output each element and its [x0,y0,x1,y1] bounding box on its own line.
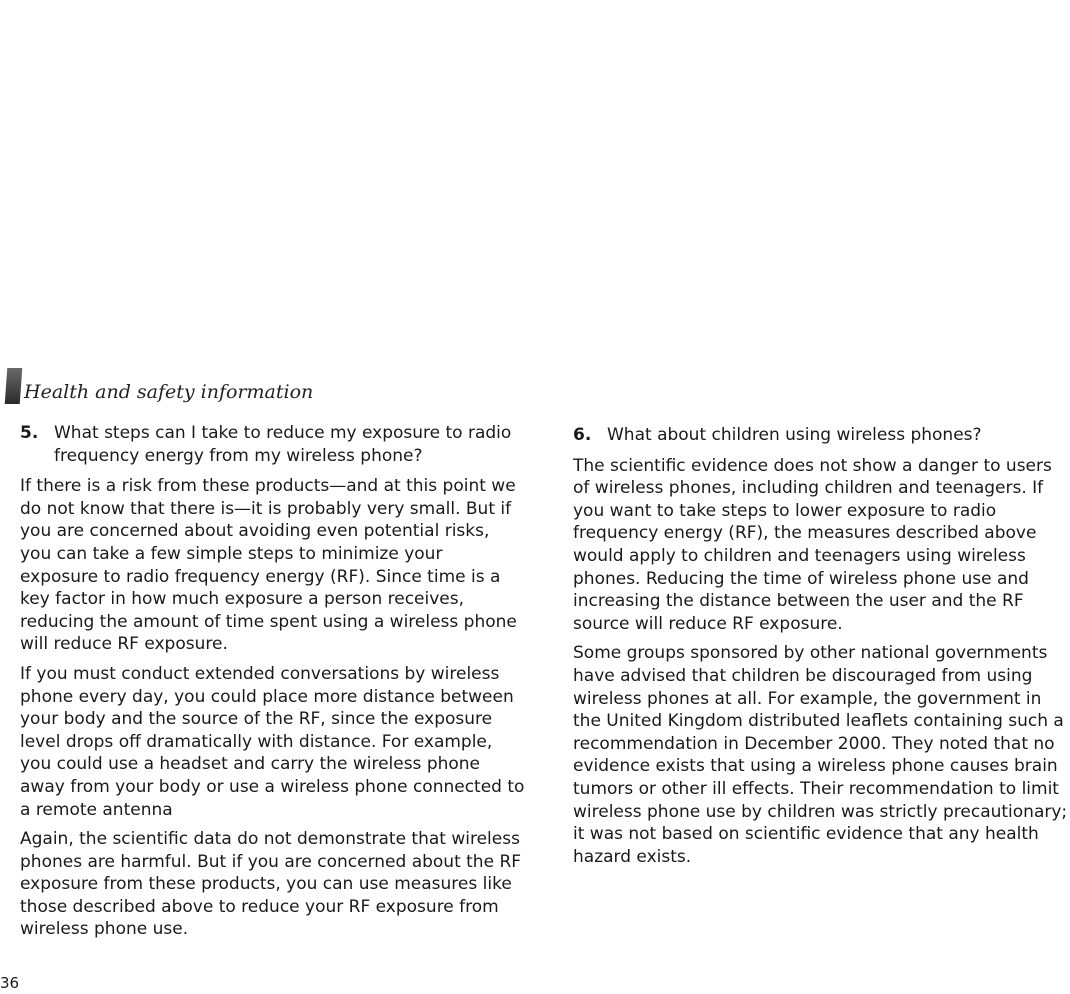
answer-paragraph: The scientific evidence does not show a danger to users of wireless phones, including children and teenagers. If you want to take steps to lower exposure to radio frequency energy (RF), the measures described above would apply to children and teenagers using wireless phones. Reducing the time of wireless phone use and increasing the distance between the user and the RF source will reduce RF exposure. [573,455,1052,634]
section-tab-icon [5,368,23,404]
answer-paragraph: Again, the scientific data do not demonstrate that wireless phones are harmful. But if you are concerned about the RF exposure from these products, you can use measures like those described above to reduce your RF exposure from wireless phone use. [20,829,522,940]
page-number: 36 [0,974,20,992]
section-title: Health and safety information [24,381,314,403]
question-number: 6. [573,425,592,445]
question-text: What about children using wireless phones? [607,425,982,445]
answer-paragraph: If you must conduct extended conversations by wireless phone every day, you could place more distance between your body and the source of the RF, since the exposure level drops off dramatically with distance. For example, you could use a headset and carry the wireless phone away from your body or use a wireless phone connected to a remote antenna [20,663,525,820]
question-6 [573,424,1070,447]
answer-paragraph: If there is a risk from these products—and at this point we do not know that there is—it is probably very small. But if you are concerned about avoiding even potential risks, you can take a few simple steps to minimize your exposure to radio frequency energy (RF). Since time is a key factor in how much exposure a person receives, reducing the amount of time spent using a wireless phone will reduce RF exposure. [20,476,517,655]
answer-paragraph: Some groups sponsored by other national governments have advised that children be discouraged from using wireless phones at all. For example, the government in the United Kingdom distributed leaflets containing such a recommendation in December 2000. They noted that no evidence exists that using a wireless phone causes brain tumors or other ill effects. Their recommendation to limit wireless phone use by children was strictly precautionary; it was not based on scientific evidence that any health hazard exists. [573,643,1068,867]
question-number: 5. [20,423,39,443]
right-column [573,424,1070,875]
left-column [20,422,525,948]
question-5 [20,422,525,467]
section-header [6,368,313,404]
question-text: What steps can I take to reduce my exposure to radio frequency energy from my wireless phone? [54,423,512,466]
